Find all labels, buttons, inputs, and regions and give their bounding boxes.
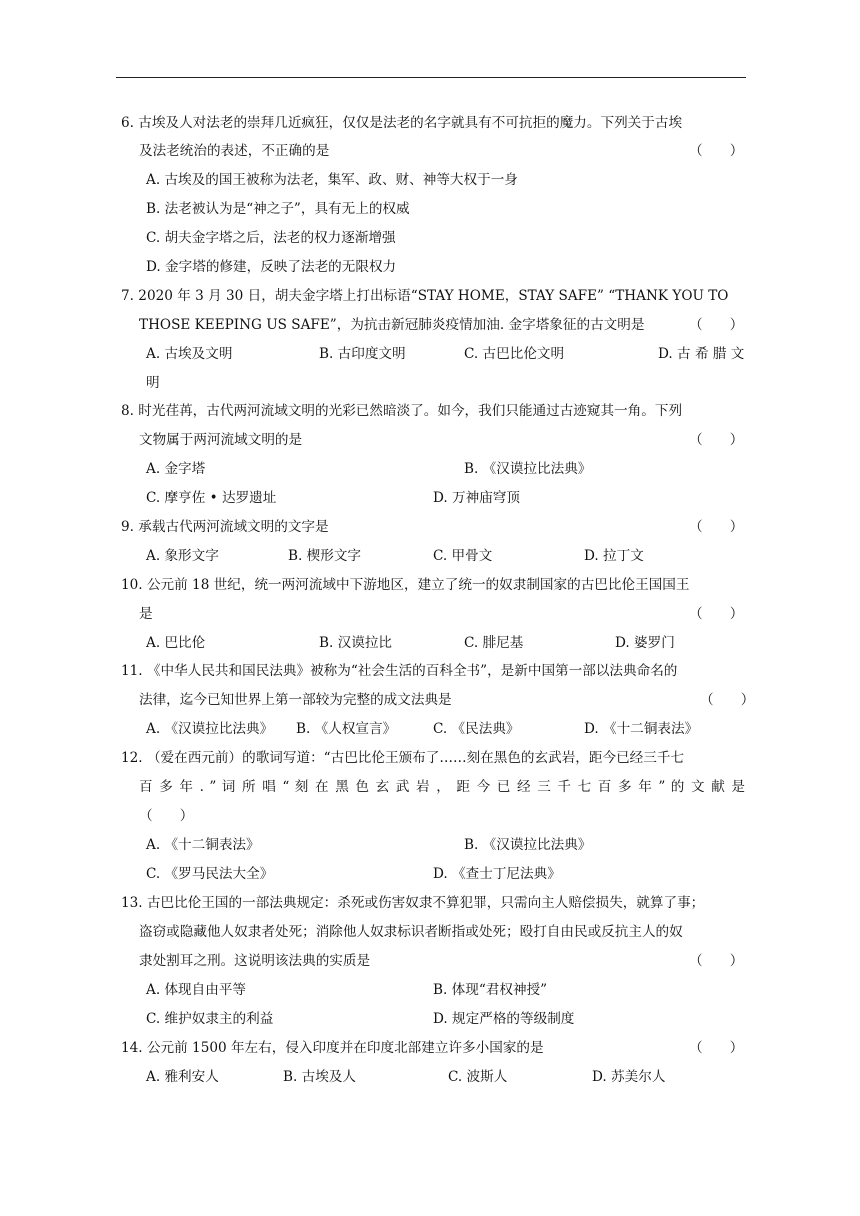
question-9-stem: 9. 承载古代两河流域文明的文字是 <box>121 519 329 535</box>
question-13-stem-line2: 盗窃或隐藏他人奴隶者处死；消除他人奴隶标识者断指或处死；殴打自由民或反抗主人的奴 <box>139 924 683 940</box>
question-10-stem-line2: 是 <box>139 606 153 622</box>
question-9-answer-blank: （ ） <box>689 519 744 535</box>
question-12-stem-line1: 12. （爱在西元前）的歌词写道：“古巴比伦王颁布了……刻在黑色的玄武岩，距今已经三千七 <box>121 750 685 766</box>
question-10-option-c: C. 腓尼基 <box>464 635 524 651</box>
question-9-option-d: D. 拉丁文 <box>584 548 644 564</box>
question-7-answer-blank: （ ） <box>689 317 744 333</box>
question-7-option-d-continued: 明 <box>146 375 160 391</box>
question-13-answer-blank: （ ） <box>689 953 744 969</box>
question-14-option-b: B. 古埃及人 <box>283 1069 357 1085</box>
question-13-option-d: D. 规定严格的等级制度 <box>433 1011 575 1027</box>
question-12-option-a: A. 《十二铜表法》 <box>146 837 260 853</box>
question-10-option-d: D. 婆罗门 <box>615 635 675 651</box>
question-11-option-c: C. 《民法典》 <box>433 721 520 737</box>
question-11-stem-line1: 11. 《中华人民共和国民法典》被称为“社会生活的百科全书”，是新中国第一部以法典命名的 <box>121 663 678 679</box>
question-8-answer-blank: （ ） <box>689 432 744 448</box>
question-12-option-c: C. 《罗马民法大全》 <box>146 866 274 882</box>
question-9-option-a: A. 象形文字 <box>146 548 219 564</box>
question-6-option-b: B. 法老被认为是“神之子”，具有无上的权威 <box>146 201 410 217</box>
question-7-option-d: D. 古 希 腊 文 <box>658 346 745 362</box>
question-8-option-d: D. 万神庙穹顶 <box>433 490 521 506</box>
question-12-answer-blank: （ ） <box>139 808 194 824</box>
question-11-stem-line2: 法律，迄今已知世界上第一部较为完整的成文法典是 <box>139 692 452 708</box>
question-10-answer-blank: （ ） <box>689 606 744 622</box>
question-13-option-c: C. 维护奴隶主的利益 <box>146 1011 274 1027</box>
question-10-option-b: B. 汉谟拉比 <box>319 635 393 651</box>
question-14-answer-blank: （ ） <box>689 1040 744 1056</box>
question-8-option-b: B. 《汉谟拉比法典》 <box>464 461 592 477</box>
question-11-answer-blank: （ ） <box>700 692 755 708</box>
question-10-option-a: A. 巴比伦 <box>146 635 206 651</box>
question-12-option-d: D. 《查士丁尼法典》 <box>433 866 561 882</box>
question-14-option-d: D. 苏美尔人 <box>592 1069 666 1085</box>
question-14-option-c: C. 波斯人 <box>448 1069 508 1085</box>
question-11-option-a: A. 《汉谟拉比法典》 <box>146 721 274 737</box>
question-6-option-d: D. 金字塔的修建，反映了法老的无限权力 <box>146 259 397 275</box>
question-7-option-a: A. 古埃及文明 <box>146 346 233 362</box>
question-9-option-c: C. 甲骨文 <box>433 548 493 564</box>
question-12-option-b: B. 《汉谟拉比法典》 <box>464 837 592 853</box>
question-6-option-c: C. 胡夫金字塔之后，法老的权力逐渐增强 <box>146 230 396 246</box>
header-rule <box>116 77 746 78</box>
question-6-stem-line2: 及法老统治的表述，不正确的是 <box>139 143 330 159</box>
question-8-option-a: A. 金字塔 <box>146 461 206 477</box>
question-13-option-b: B. 体现“君权神授” <box>433 982 548 998</box>
question-13-option-a: A. 体现自由平等 <box>146 982 247 998</box>
question-13-stem-line1: 13. 古巴比伦王国的一部法典规定：杀死或伤害奴隶不算犯罪，只需向主人赔偿损失，就算了事； <box>121 895 705 911</box>
question-12-stem-line2: 百 多 年 . ” 词 所 唱 “ 刻 在 黑 色 玄 武 岩 ， 距 今 已 经 三 千 七 百 多 年 ” 的 文 献 是 <box>139 779 745 795</box>
question-6-answer-blank: （ ） <box>689 143 744 159</box>
question-7-option-b: B. 古印度文明 <box>319 346 406 362</box>
question-14-stem: 14. 公元前 1500 年左右，侵入印度并在印度北部建立许多小国家的是 <box>121 1040 544 1056</box>
question-14-option-a: A. 雅利安人 <box>146 1069 219 1085</box>
question-10-stem-line1: 10. 公元前 18 世纪，统一两河流域中下游地区，建立了统一的奴隶制国家的古巴比伦王国国王 <box>121 577 690 593</box>
question-13-stem-line3: 隶处割耳之刑。这说明该法典的实质是 <box>139 953 371 969</box>
question-7-option-c: C. 古巴比伦文明 <box>464 346 565 362</box>
question-8-option-c: C. 摩亨佐 • 达罗遗址 <box>146 490 277 506</box>
question-11-option-d: D. 《十二铜表法》 <box>584 721 699 737</box>
question-6-stem-line1: 6. 古埃及人对法老的崇拜几近疯狂，仅仅是法老的名字就具有不可抗拒的魔力。下列关于古埃 <box>121 115 683 131</box>
question-6-option-a: A. 古埃及的国王被称为法老，集军、政、财、神等大权于一身 <box>146 172 518 188</box>
question-7-stem-line2: THOSE KEEPING US SAFE”，为抗击新冠肺炎疫情加油. 金字塔象征的古文明是 <box>139 317 645 333</box>
question-9-option-b: B. 楔形文字 <box>288 548 362 564</box>
question-8-stem-line2: 文物属于两河流域文明的是 <box>139 432 303 448</box>
question-8-stem-line1: 8. 时光荏苒，古代两河流域文明的光彩已然暗淡了。如今，我们只能通过古迹窥其一角。下列 <box>121 403 683 419</box>
question-7-stem-line1: 7. 2020 年 3 月 30 日，胡夫金字塔上打出标语“STAY HOME，STAY SAFE” “THANK YOU TO <box>121 288 729 304</box>
question-11-option-b: B. 《人权宣言》 <box>296 721 397 737</box>
